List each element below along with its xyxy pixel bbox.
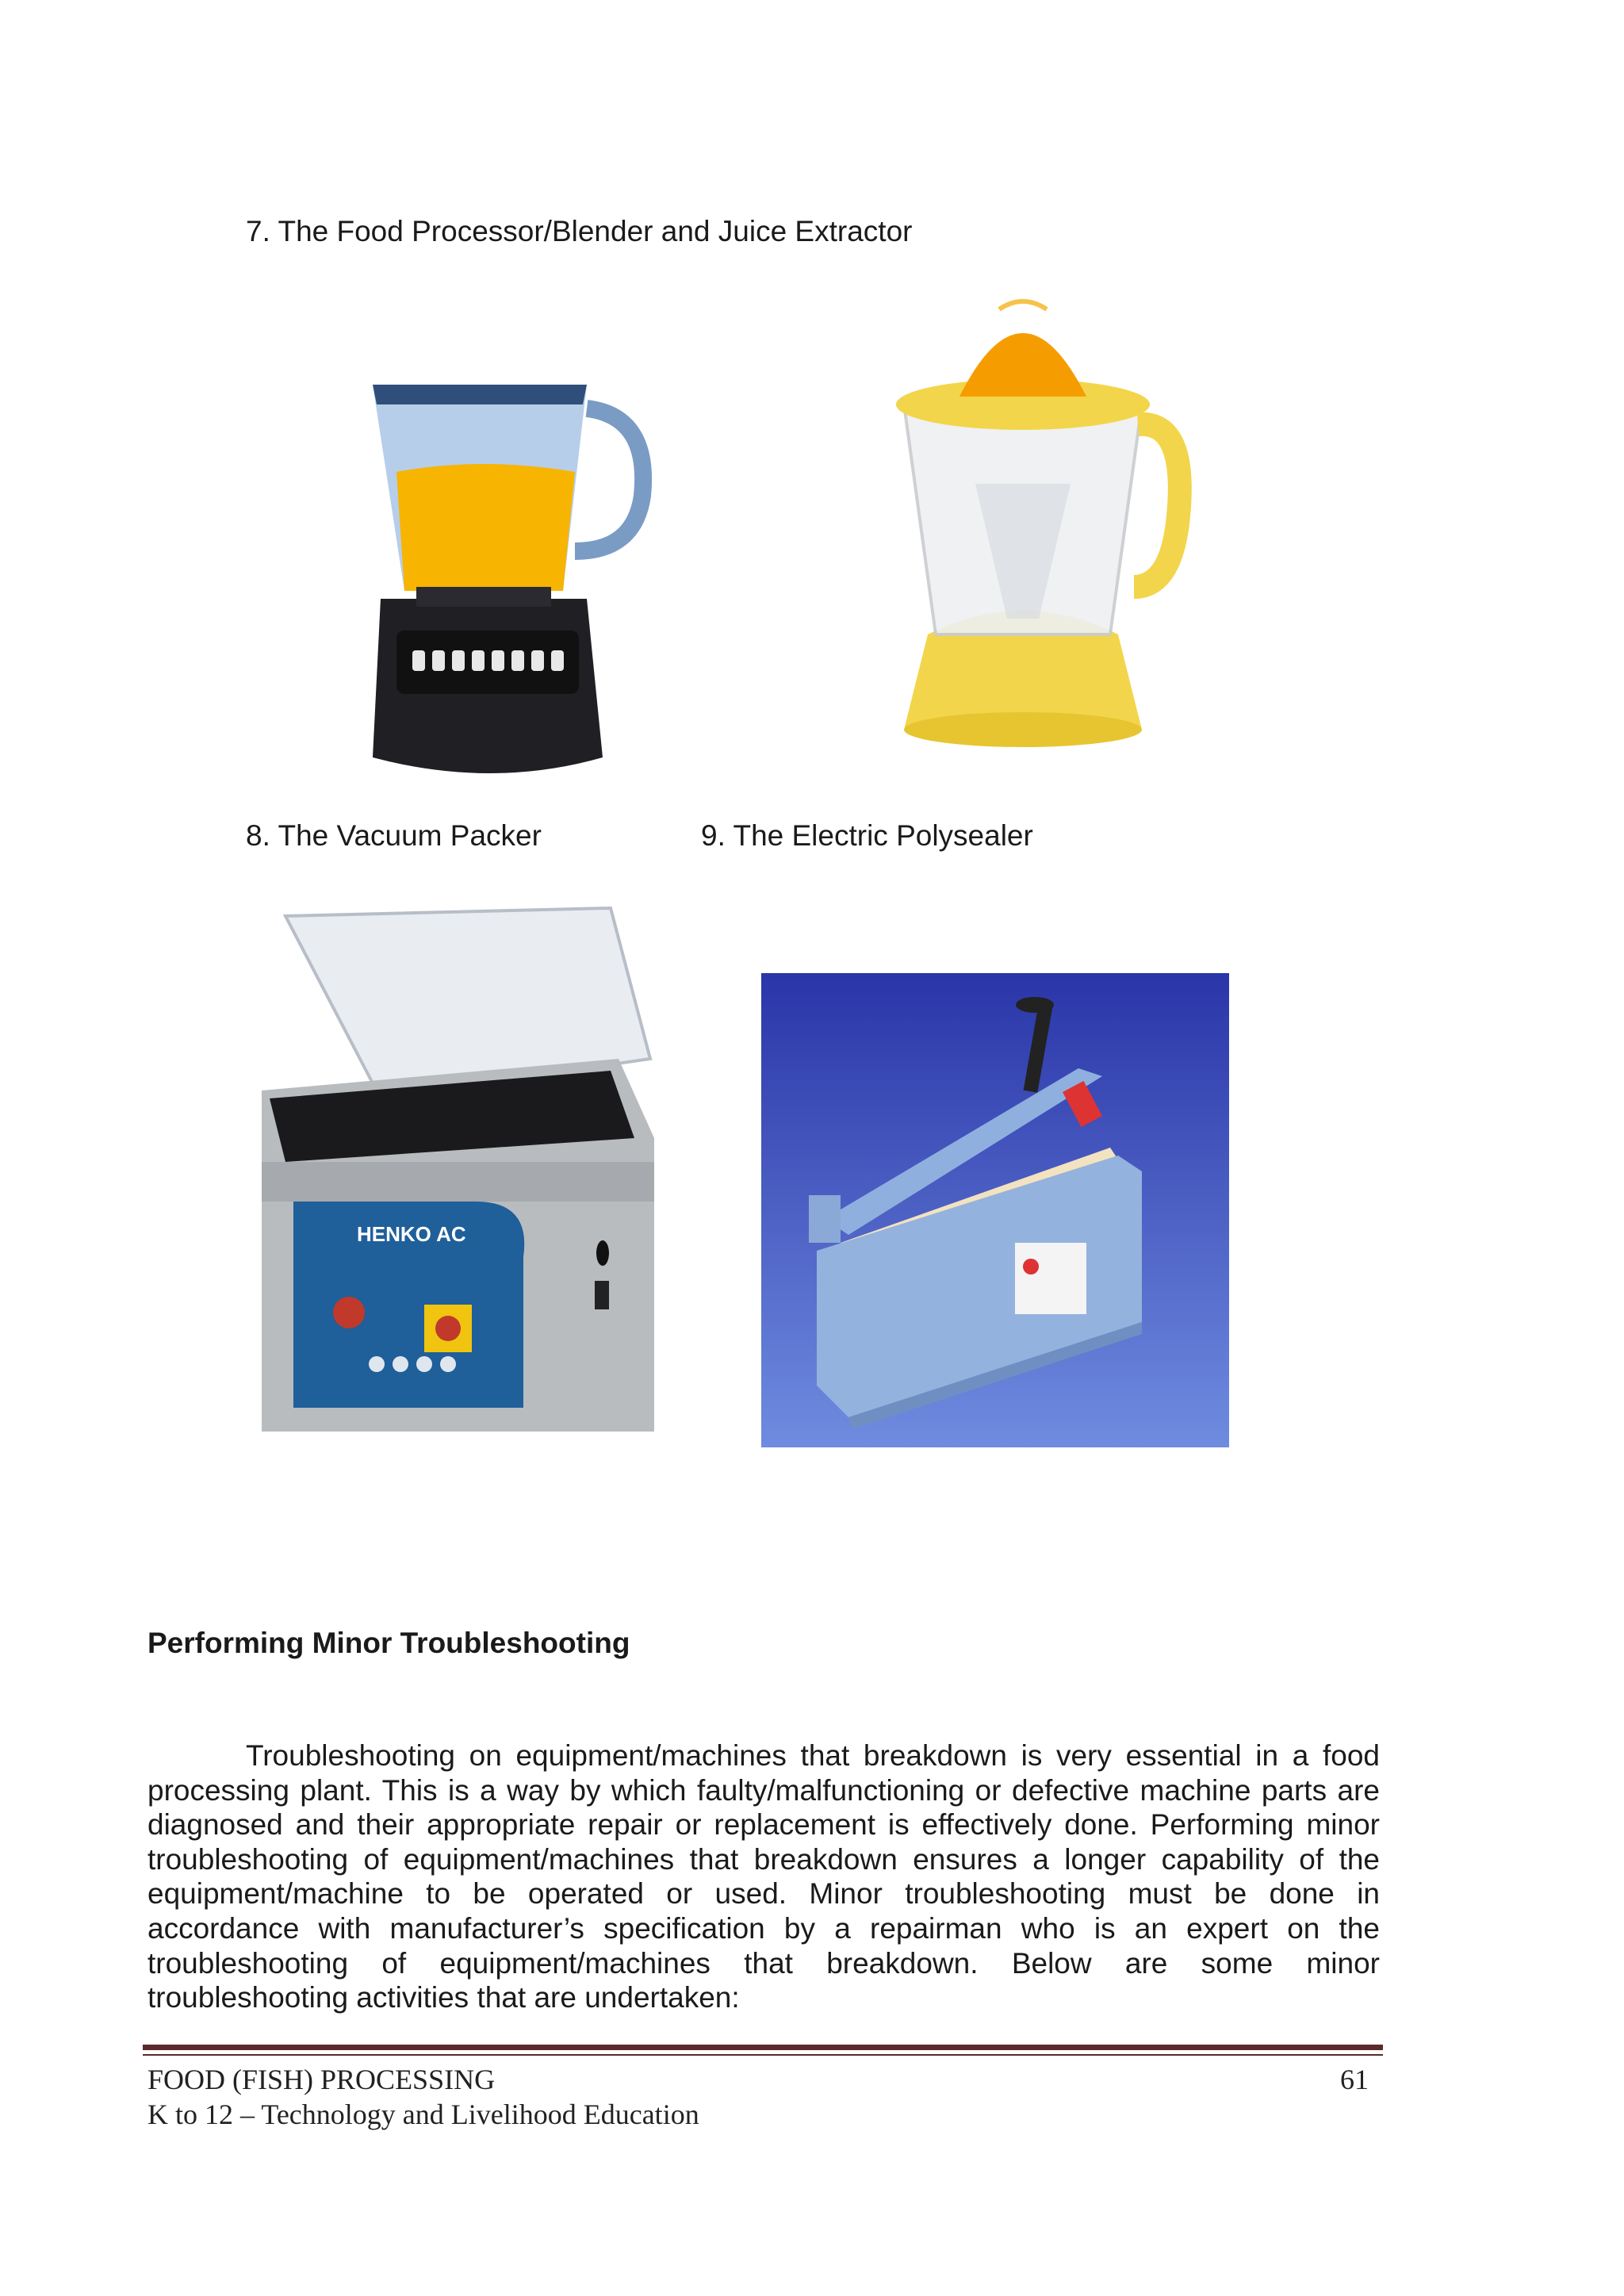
footer-title: FOOD (FISH) PROCESSING (147, 2064, 496, 2095)
caption-electric-polysealer: 9. The Electric Polysealer (701, 819, 1033, 852)
footer-rule-thin (143, 2054, 1383, 2056)
page-number: 61 (1340, 2064, 1369, 2095)
blender-image (349, 361, 666, 781)
footer-subtitle: K to 12 – Technology and Livelihood Education (147, 2099, 699, 2130)
troubleshooting-paragraph: Troubleshooting on equipment/machines that breakdown is very essential in a food processing plant. This is a way by which faulty/malfunctioning or defective machine parts are diagnosed and their appropriate repair or replacement is effectively done. Performing minor troubleshooting of equipment/machines that breakdown ensures a longer capability of the equipment/machine to be operated or used. Minor troubleshooting must be done in accordance with manufacturer’s specification by a repairman who is an expert on the troubleshooting of equipment/machines that breakdown. Below are some minor troubleshooting activities that are undertaken: (147, 1739, 1380, 2014)
polysealer-image (761, 973, 1229, 1447)
vacuum-packer-brand-label: HENKO AC (357, 1222, 466, 1246)
caption-vacuum-packer: 8. The Vacuum Packer (246, 819, 542, 852)
juice-extractor-image (856, 286, 1197, 753)
section-heading: Performing Minor Troubleshooting (147, 1627, 630, 1659)
vacuum-packer-image (238, 900, 666, 1439)
caption-food-processor: 7. The Food Processor/Blender and Juice Extractor (246, 215, 913, 247)
footer-rule-thick (143, 2045, 1383, 2050)
